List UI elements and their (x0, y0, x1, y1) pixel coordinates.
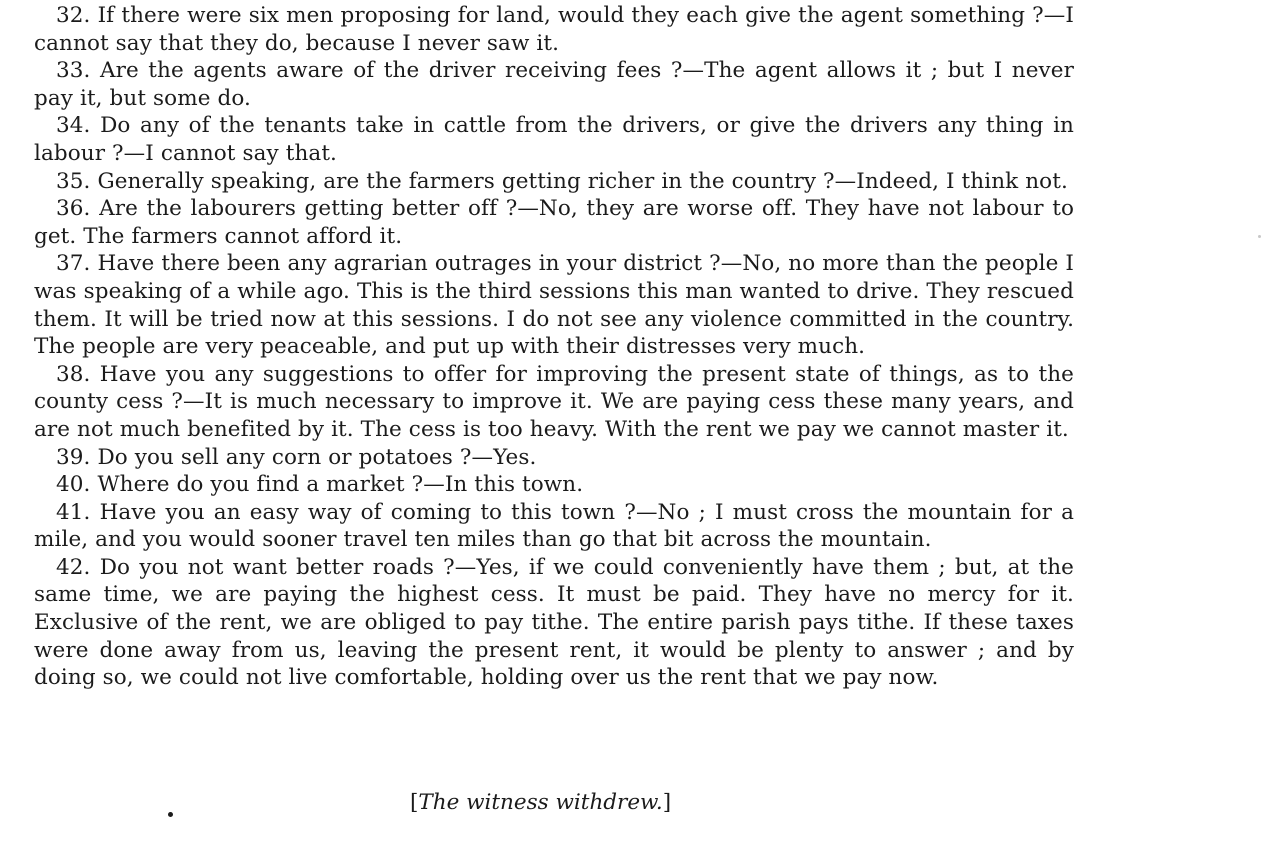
paragraph-number: 34. (56, 113, 91, 139)
paragraph-37 (34, 250, 1074, 360)
paragraph-number: 39. (56, 444, 91, 470)
witness-withdrew-note (410, 790, 671, 815)
paragraph-text: If there were six men proposing for land, would they each give the agent something ?—I cannot say that they do, because I never saw it. (34, 3, 1075, 56)
paragraph-number: 38. (56, 361, 91, 387)
paragraph-number: 35. (56, 168, 91, 194)
paragraph-text: Do you not want better roads ?—Yes, if we could conveniently have them ; but, at the same time, we are paying the highest cess. It must be paid. They have no mercy for it. Exclusive of the rent, we are obliged to pay tithe. The entire parish pays tithe. If these taxes were done away from us, leaving the present rent, it would be plenty to answer ; and by doing so, we could not live comfortable, holding over us the rent that we pay now. (34, 554, 1074, 691)
paragraph-number: 37. (56, 251, 91, 277)
paragraph-40 (34, 471, 1074, 499)
paragraph-text: Do you sell any corn or potatoes ?—Yes. (97, 444, 537, 470)
paragraph-41 (34, 499, 1074, 554)
paragraph-33 (34, 57, 1074, 112)
paragraph-36 (34, 195, 1074, 250)
print-dot-mark (168, 812, 173, 817)
paragraph-text: Do any of the tenants take in cattle from the drivers, or give the drivers any thing in labour ?—I cannot say that. (34, 113, 1075, 166)
paragraph-number: 32. (56, 3, 91, 28)
paragraph-text: Generally speaking, are the farmers getting richer in the country ?—Indeed, I think not. (97, 168, 1068, 194)
paragraph-32 (34, 2, 1074, 57)
paragraph-39 (34, 444, 1074, 472)
paragraph-number: 33. (56, 58, 91, 84)
paragraph-35 (34, 168, 1074, 196)
paragraph-34 (34, 112, 1074, 167)
document-body (34, 2, 1074, 692)
paragraph-text: Where do you find a market ?—In this town. (97, 472, 584, 498)
paragraph-number: 42. (56, 554, 91, 580)
close-bracket: ] (662, 790, 672, 815)
paragraph-number: 40. (56, 472, 91, 498)
paragraph-number: 41. (56, 499, 91, 525)
paragraph-text: Are the agents aware of the driver receiving fees ?—The agent allows it ; but I never pay it, but some do. (34, 58, 1074, 111)
paragraph-42 (34, 554, 1074, 692)
paragraph-text: Are the labourers getting better off ?—No, they are worse off. They have not labour to get. The farmers cannot afford it. (34, 196, 1074, 249)
scan-speck-mark (1258, 235, 1261, 238)
paragraph-number: 36. (56, 196, 91, 222)
open-bracket: [ (410, 790, 419, 815)
paragraph-38 (34, 361, 1074, 444)
paragraph-text: Have you any suggestions to offer for improving the present state of things, as to the county cess ?—It is much necessary to improve it. We are paying cess these many years, and are not much benefited by it. The cess is too heavy. With the rent we pay we cannot master it. (34, 361, 1074, 442)
paragraph-text: Have there been any agrarian outrages in your district ?—No, no more than the people I was speaking of a while ago. This is the third sessions this man wanted to drive. They rescued them. It will be tried now at this sessions. I do not see any violence committed in the country. The people are very peaceable, and put up with their distresses very much. (34, 251, 1074, 360)
paragraph-text: Have you an easy way of coming to this town ?—No ; I must cross the mountain for a mile, and you would sooner travel ten miles than go that bit across the mountain. (34, 499, 1075, 553)
closing-text: The witness withdrew. (418, 790, 663, 815)
